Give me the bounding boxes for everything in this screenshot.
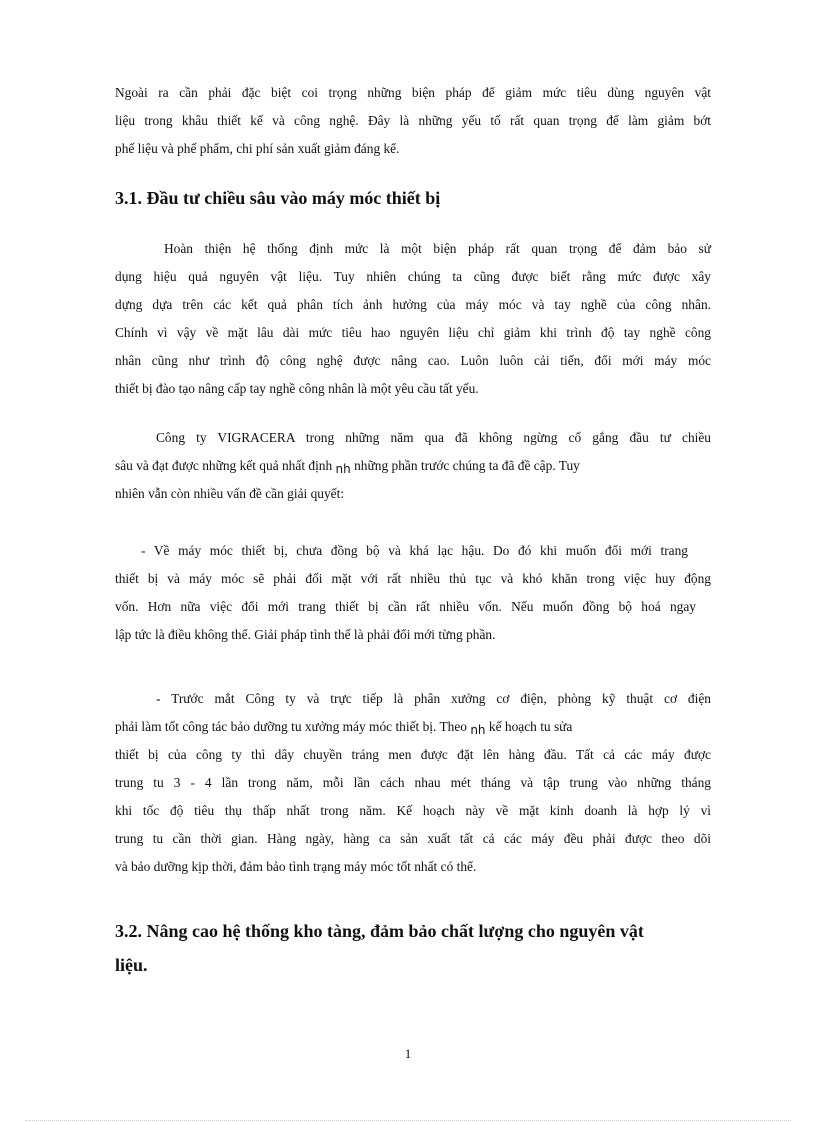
paragraph-4-line-3: vốn. Hơn nữa việc đổi mới trang thiết bị cần rất nhiều vốn. Nếu muốn đồng bộ hoá ngay <box>115 599 696 614</box>
paragraph-2-line-4: Chính vì vậy về mặt lâu dài mức tiêu hao nguyên liệu chỉ giảm khi trình độ tay nghề công <box>115 325 711 340</box>
stray-nh-mark: nh <box>470 723 486 737</box>
section-heading-3-2-line-1: 3.2. Nâng cao hệ thống kho tàng, đảm bảo chất lượng cho nguyên vật <box>115 921 644 941</box>
paragraph-5-line-5: khi tốc độ tiêu thụ thấp nhất trong năm. Kế hoạch này về mặt kinh doanh là hợp lý vì <box>115 803 711 818</box>
paragraph-2-line-1: Hoàn thiện hệ thống định mức là một biện pháp rất quan trọng để đảm bảo sử <box>164 241 711 256</box>
paragraph-4-line-2: thiết bị và máy móc sẽ phải đối mặt với rất nhiều thủ tục và khó khăn trong việc huy động <box>115 571 711 586</box>
section-heading-3-2-line-2: liệu. <box>115 955 148 975</box>
paragraph-5-line-7: và bảo dưỡng kịp thời, đảm bảo tình trạng máy móc tốt nhất có thể. <box>115 859 477 874</box>
paragraph-3-line-1: Công ty VIGRACERA trong những năm qua đã không ngừng cố gắng đầu tư chiều <box>156 430 711 445</box>
paragraph-5-line-1: - Trước mắt Công ty và trực tiếp là phân xưởng cơ điện, phòng kỹ thuật cơ điện <box>156 691 711 706</box>
page-number: 1 <box>404 1046 412 1061</box>
paragraph-2-line-6: thiết bị đào tạo nâng cấp tay nghề công nhân là một yêu cầu tất yếu. <box>115 381 479 396</box>
paragraph-4-line-1: - Về máy móc thiết bị, chưa đồng bộ và khá lạc hậu. Do đó khi muốn đổi mới trang <box>141 543 688 558</box>
paragraph-1-line-1: Ngoài ra cần phải đặc biệt coi trọng những biện pháp để giảm mức tiêu dùng nguyên vật <box>115 85 711 100</box>
paragraph-5-line-2-end: kế hoạch tu sửa <box>485 719 573 734</box>
paragraph-5-line-6: trung tu cần thời gian. Hàng ngày, hàng ca sản xuất tất cả các máy đều phải được theo dõi <box>115 831 711 846</box>
paragraph-3-line-3: nhiên vẫn còn nhiều vấn đề cần giải quyết: <box>115 486 345 501</box>
paragraph-3-line-2-end: những phần trước chúng ta đã đề cập. Tuy <box>350 458 580 473</box>
paragraph-3-line-2-start: sâu và đạt được những kết quả nhất định <box>115 458 336 473</box>
paragraph-3-line-2 <box>115 457 711 475</box>
page-bottom-dotted-rule <box>25 1120 791 1121</box>
stray-nh-mark: nh <box>335 462 351 476</box>
paragraph-2-line-3: dựng dựa trên các kết quả phân tích ảnh hưởng của máy móc và tay nghề của công nhân. <box>115 297 711 312</box>
paragraph-5-line-4: trung tu 3 - 4 lần trong năm, mỗi lần cách nhau mét tháng và tập trung vào những tháng <box>115 775 711 790</box>
paragraph-2-line-2: dụng hiệu quả nguyên vật liệu. Tuy nhiên chúng ta cũng được biết rằng mức được xây <box>115 269 711 284</box>
paragraph-5-line-2-start: phải làm tốt công tác bảo dưỡng tu xưởng máy móc thiết bị. Theo <box>115 719 471 734</box>
paragraph-1-line-2: liệu trong khâu thiết kế và công nghệ. Đây là những yếu tố rất quan trọng để làm giảm bớt <box>115 113 711 128</box>
paragraph-4-line-4: lập tức là điều không thể. Giải pháp tình thế là phải đổi mới từng phần. <box>115 627 496 642</box>
paragraph-2-line-5: nhân cũng như trình độ công nghệ được nâng cao. Luôn luôn cải tiến, đổi mới máy móc <box>115 353 711 368</box>
paragraph-1-line-3: phế liệu và phế phẩm, chi phí sản xuất giảm đáng kể. <box>115 141 400 156</box>
paragraph-5-line-3: thiết bị của công ty thì dây chuyền tráng men được đặt lên hàng đầu. Tất cả các máy được <box>115 747 711 762</box>
section-heading-3-1: 3.1. Đầu tư chiều sâu vào máy móc thiết bị <box>115 188 441 208</box>
paragraph-5-line-2 <box>115 718 711 736</box>
